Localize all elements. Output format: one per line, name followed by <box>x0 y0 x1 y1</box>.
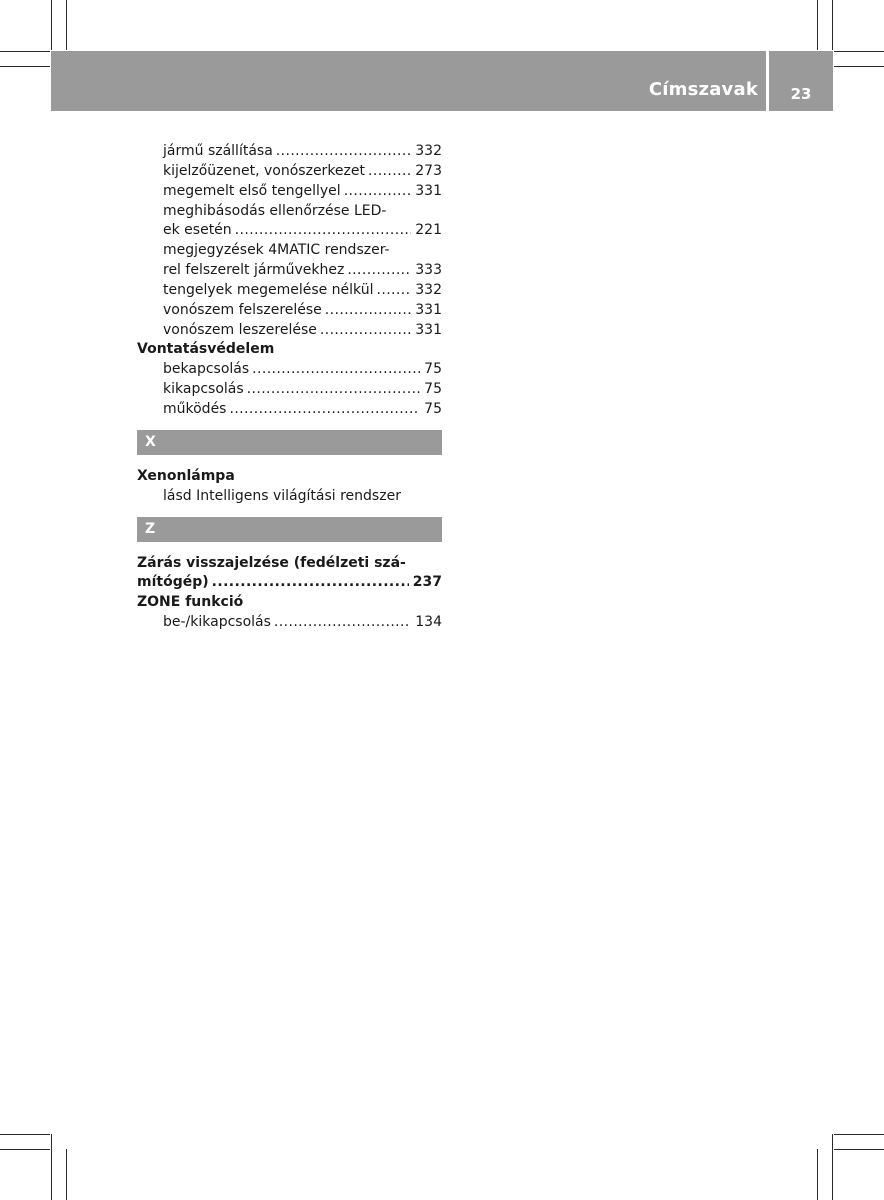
index-block-v <box>137 142 442 420</box>
entry-text: rel felszerelt járművekhez <box>163 262 345 279</box>
entry-text: vonószem felszerelése <box>163 301 322 318</box>
crop-mark <box>832 0 833 50</box>
entry-text: kijelzőüzenet, vonószerkezet <box>163 162 365 179</box>
dot-leader <box>212 573 409 593</box>
crop-mark <box>0 1149 50 1150</box>
entry-text: Zárás visszajelzése (fedélzeti szá- <box>137 554 406 571</box>
index-entry <box>137 301 442 321</box>
page-number: 23 <box>790 85 812 103</box>
page-number-box <box>769 51 833 111</box>
index-entry <box>137 281 442 301</box>
entry-text: bekapcsolás <box>163 361 250 378</box>
crop-mark <box>817 1149 818 1200</box>
page-ref: 134 <box>415 614 442 631</box>
index-heading <box>137 573 442 593</box>
header-bar <box>51 51 766 111</box>
index-entry <box>137 380 442 400</box>
dot-leader <box>247 380 421 400</box>
index-heading <box>137 340 442 360</box>
entry-text: ek esetén <box>163 222 232 239</box>
page-title: Címszavak <box>648 79 758 100</box>
section-header-x: X <box>137 430 442 455</box>
index-entry <box>137 182 442 202</box>
page-ref: 221 <box>415 222 442 239</box>
page-ref: 331 <box>415 301 442 318</box>
page-ref: 75 <box>424 400 442 417</box>
crop-mark <box>0 1134 50 1135</box>
crop-mark <box>834 1134 884 1135</box>
dot-leader <box>377 281 412 301</box>
index-block-x <box>137 467 442 507</box>
crop-mark <box>51 0 52 50</box>
index-entry <box>137 261 442 281</box>
dot-leader <box>347 261 411 281</box>
dot-leader <box>325 301 411 321</box>
entry-text: mítógép) <box>137 574 209 591</box>
dot-leader <box>368 162 411 182</box>
entry-text: megjegyzések 4MATIC rendszer- <box>163 242 390 259</box>
page-ref: 75 <box>424 361 442 378</box>
entry-text: lásd Intelligens világítási rendszer <box>163 487 401 504</box>
section-header-z: Z <box>137 517 442 542</box>
page-ref: 333 <box>415 262 442 279</box>
entry-text: be-/kikapcsolás <box>163 614 271 631</box>
index-heading <box>137 593 442 613</box>
page-ref: 237 <box>412 574 442 591</box>
entry-text: működés <box>163 400 227 417</box>
page-ref: 332 <box>415 143 442 159</box>
entry-text: meghibásodás ellenőrzése LED- <box>163 202 387 219</box>
index-column <box>137 142 442 633</box>
crop-mark <box>66 1149 67 1200</box>
entry-text: ZONE funkció <box>137 594 244 611</box>
crop-mark <box>832 1134 833 1200</box>
dot-leader <box>274 613 411 633</box>
page-ref: 75 <box>424 381 442 398</box>
crop-mark <box>834 66 884 67</box>
index-entry <box>137 142 442 162</box>
dot-leader <box>276 142 411 162</box>
entry-text: vonószem leszerelése <box>163 321 317 338</box>
index-entry <box>137 613 442 633</box>
index-entry <box>137 162 442 182</box>
entry-text: Xenonlámpa <box>137 467 235 484</box>
index-entry <box>137 241 442 261</box>
index-block-z <box>137 554 442 633</box>
crop-mark <box>817 0 818 50</box>
index-heading <box>137 554 442 574</box>
crop-mark <box>0 66 50 67</box>
page-ref: 332 <box>415 281 442 298</box>
dot-leader <box>344 182 412 202</box>
dot-leader <box>235 221 412 241</box>
dot-leader <box>229 400 420 420</box>
entry-text: tengelyek megemelése nélkül <box>163 281 374 298</box>
page-ref: 331 <box>415 182 442 199</box>
index-entry <box>137 360 442 380</box>
index-heading <box>137 467 442 487</box>
index-entry <box>137 321 442 341</box>
crop-mark <box>834 51 884 52</box>
index-entry <box>137 487 442 507</box>
crop-mark <box>51 1134 52 1200</box>
index-entry <box>137 400 442 420</box>
crop-mark <box>0 51 50 52</box>
dot-leader <box>320 321 411 341</box>
entry-text: Vontatásvédelem <box>137 341 275 358</box>
entry-text: jármű szállítása <box>163 143 273 159</box>
dot-leader <box>252 360 420 380</box>
index-entry <box>137 221 442 241</box>
crop-mark <box>66 0 67 50</box>
entry-text: kikapcsolás <box>163 381 244 398</box>
crop-mark <box>834 1149 884 1150</box>
entry-text: megemelt első tengellyel <box>163 182 341 199</box>
index-entry <box>137 202 442 222</box>
page-ref: 273 <box>415 162 442 179</box>
page-ref: 331 <box>415 321 442 338</box>
